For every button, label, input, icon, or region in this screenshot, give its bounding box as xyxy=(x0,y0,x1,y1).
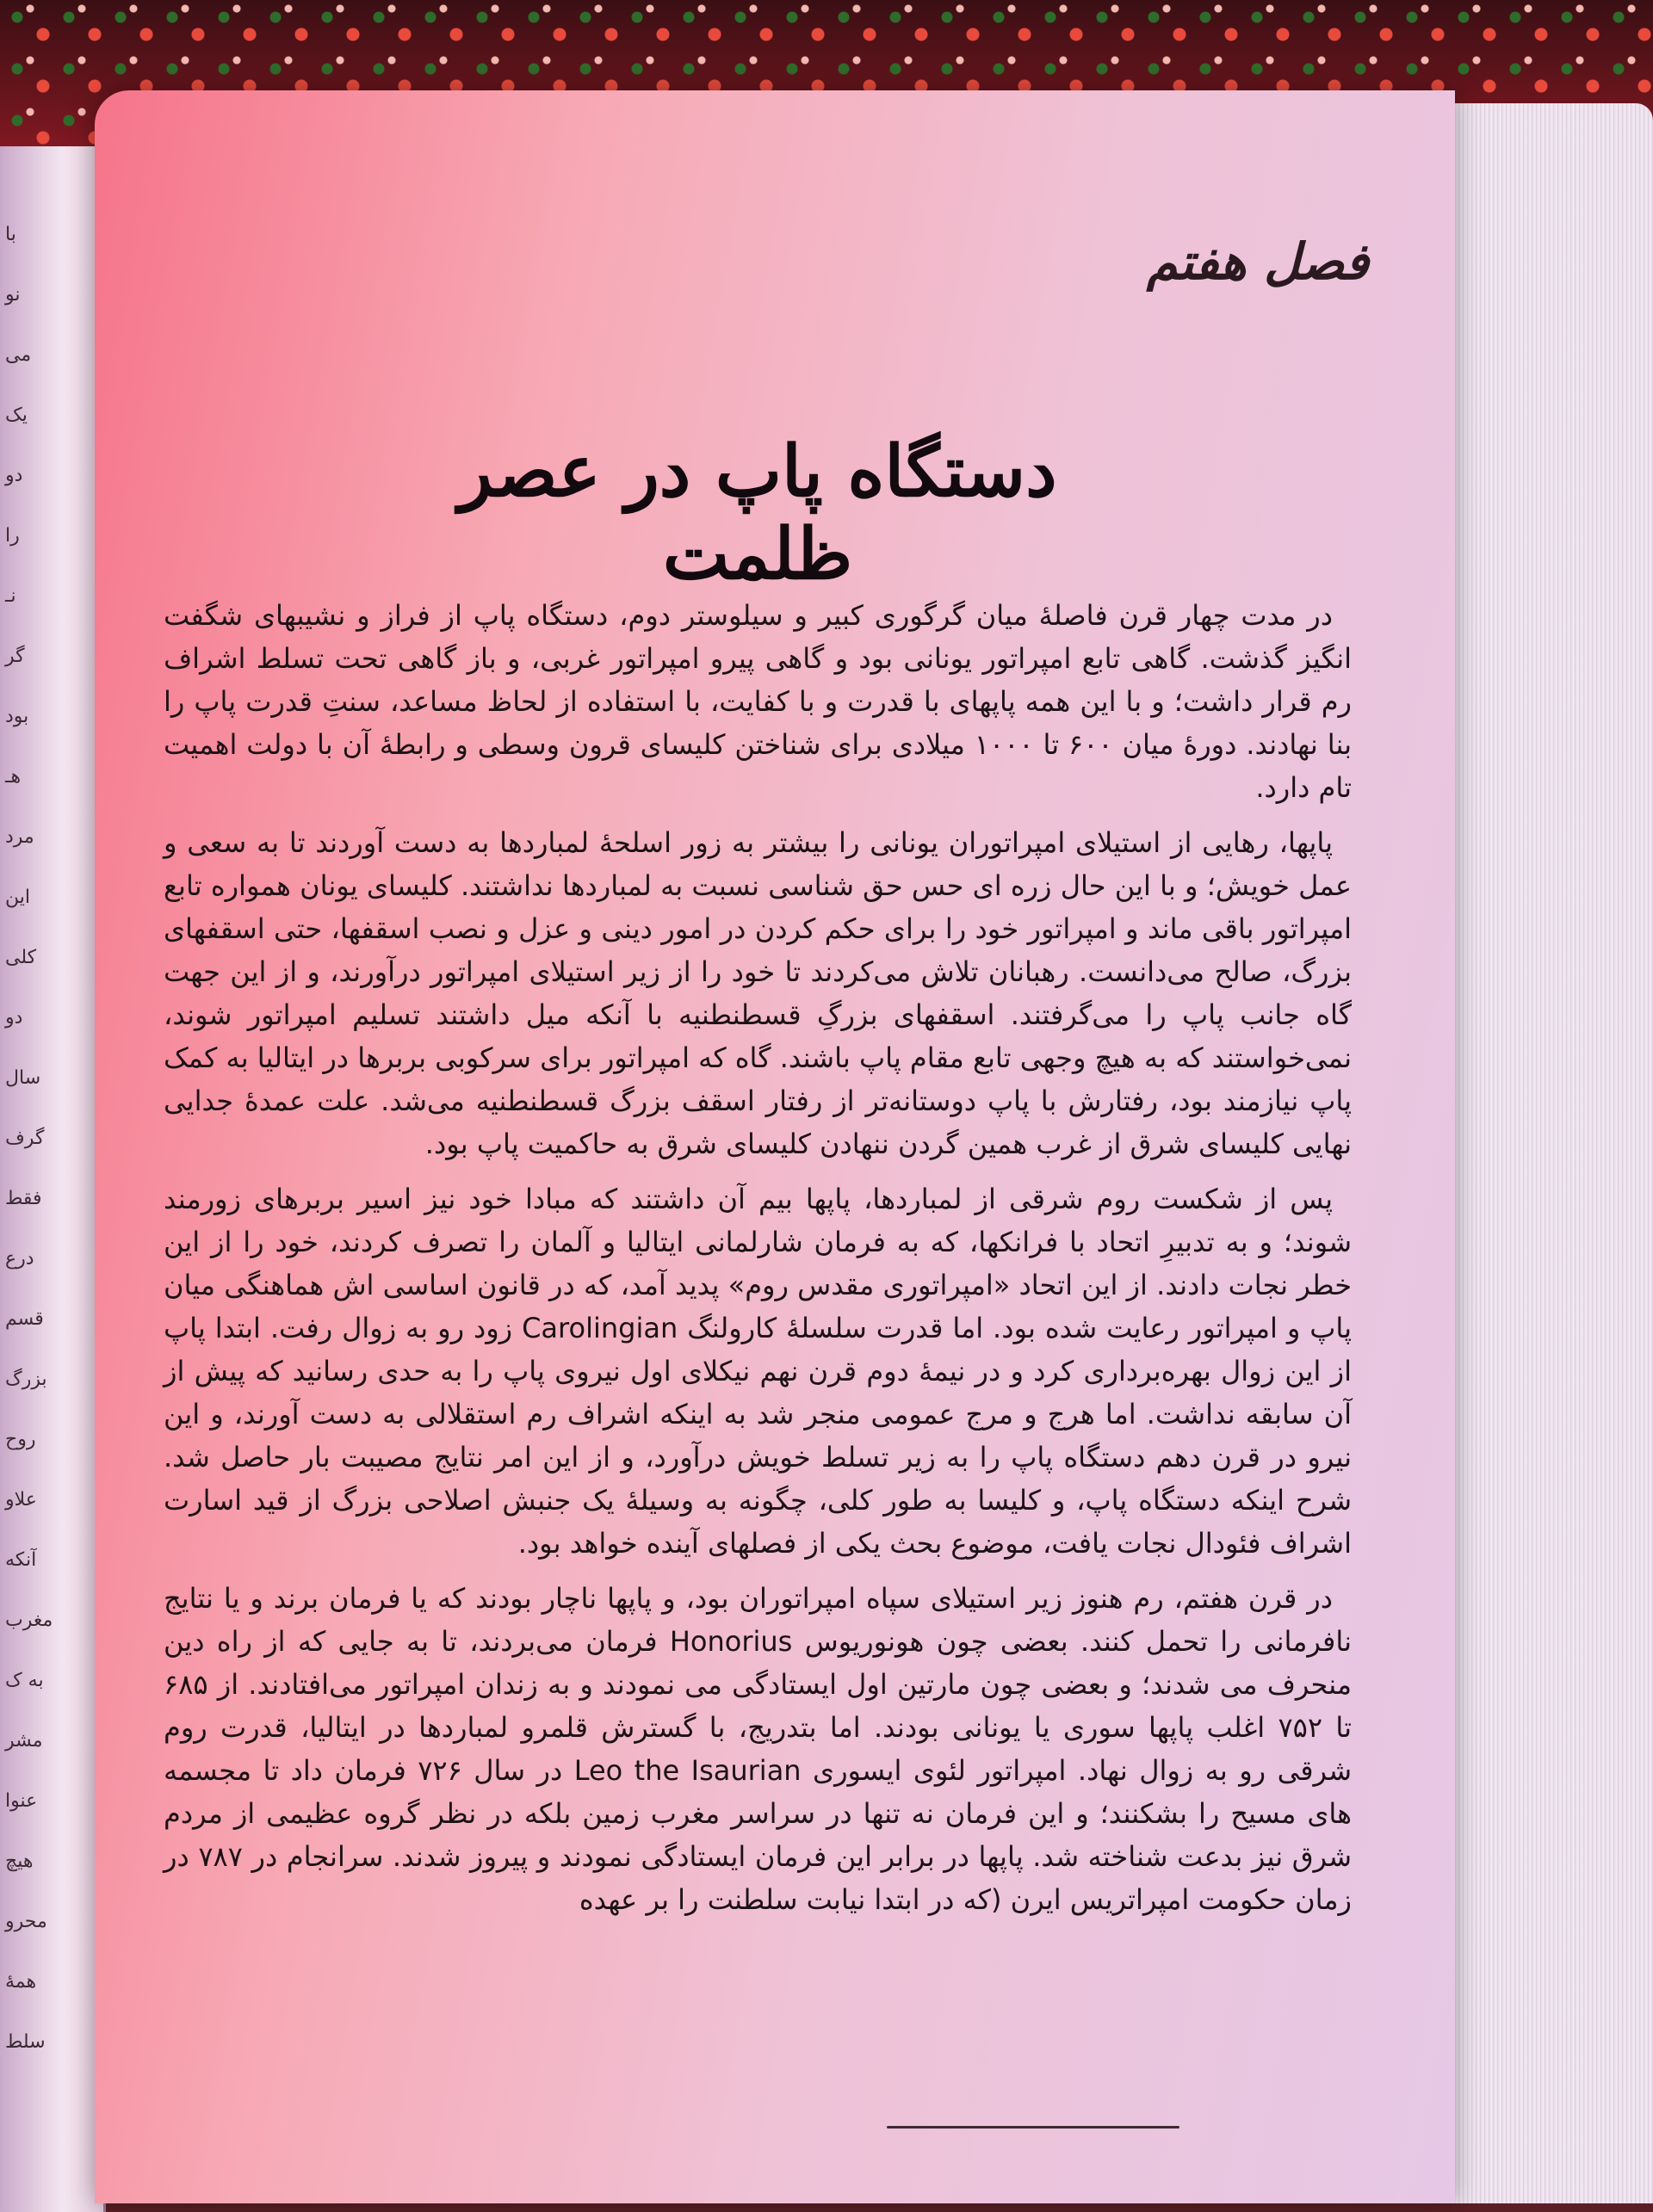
paragraph: در قرن هفتم، رم هنوز زیر استیلای سپاه امپراتوران بود، و پاپها ناچار بودند که یا فرمان برند و یا نتایج نافرمانی را تحمل کنند. بعضی چون هونوریوس Honorius فرمان می‌بردند، تا به جایی که از راه دین منحرف می شدند؛ و بعضی چون مارتین اول ایستادگی می نمودند و به زندان امپراتور می‌افتادند. از ۶۸۵ تا ۷۵۲ اغلب پاپها سوری یا یونانی بودند. اما بتدریج، با گسترش قلمرو لمباردها در ایتالیا، قدرت روم شرقی رو به زوال نهاد. امپراتور لئوی ایسوری Leo the Isaurian در سال ۷۲۶ فرمان داد تا مجسمه های مسیح را بشکنند؛ و این فرمان نه تنها در سراسر مغرب زمین بلکه در نظر گروه عظیمی از مردم شرق نیز بدعت شناخته شد. پاپها در برابر این فرمان ایستادگی نمودند و پیروز شدند. سرانجام در ۷۸۷ در زمان حکومت امپراتریس ایرن (که در ابتدا نیابت سلطنت را بر عهده xyxy=(164,1582,1353,1916)
left-page-fragment: بود xyxy=(5,706,29,727)
left-page-fragment: دو xyxy=(5,465,23,486)
left-page-fragment: نـ xyxy=(5,585,16,607)
left-page-fragment: با xyxy=(5,224,16,245)
left-page-fragment: بزرگ xyxy=(5,1369,47,1390)
left-page-fragment: را xyxy=(5,525,20,547)
paragraph: پاپها، رهایی از استیلای امپراتوران یونانی را بیشتر به زور اسلحهٔ لمباردها به دست آوردند تا به سعی و عمل خویش؛ و با این حال زره ای حس حق شناسی نسبت به لمباردها نداشتند. کلیسای یونان همواره تابع امپراتور باقی ماند و امپراتور خود را برای حکم کردن در امور دینی و عزل و نصب اسقفها، حتی اسقفهای بزرگ، صالح می‌دانست. رهبانان تلاش می‌کردند تا خود را از زیر استیلای امپراتور درآورند، و از این جهت گاه جانب پاپ را می‌گرفتند. اسقفهای بزرگِ قسطنطنیه با آنکه میل داشتند تسلیم امپراتور شوند، نمی‌خواستند که به هیچ وجهی تابع مقام پاپ باشند. گاه که امپراتور برای سرکوبی بربرها در ایتالیا به کمک پاپ نیازمند بود، رفتارش با پاپ دوستانه‌تر از رفتار اسقف بزرگ قسطنطنیه می‌شد. علت عمدهٔ جدایی نهایی کلیسای شرق از غرب همین گردن ننهادن کلیسای شرق به حاکمیت پاپ بود. xyxy=(164,826,1352,1160)
left-page-fragment: مشر xyxy=(5,1730,43,1752)
left-page-fragment: هـ xyxy=(5,766,22,788)
left-page-fragment: دو xyxy=(5,1007,23,1029)
chapter-label: فصل هفتم xyxy=(1146,232,1369,291)
left-page-fragment: روح xyxy=(5,1429,36,1450)
left-facing-page xyxy=(0,146,106,2212)
paragraph: پس از شکست روم شرقی از لمباردها، پاپها بیم آن داشتند که مبادا خود نیز اسیر بربرهای زورمند شوند؛ و به تدبیرِ اتحاد با فرانکها، که به فرمان شارلمانی ایتالیا و آلمان را تصرف کردند، خود را از این خطر نجات دادند. از این اتحاد «امپراتوری مقدس روم» پدید آمد، که در قانون اساسی اش هماهنگی میان پاپ و امپراتور رعایت شده بود. اما قدرت سلسلهٔ کارولنگ Carolingian زود رو به زوال رفت. ابتدا پاپ از این زوال بهره‌برداری کرد و در نیمهٔ دوم قرن نهم نیکلای اول نیروی پاپ را به حدی رسانید که پیش از آن سابقه نداشت. اما هرج و مرج عمومی منجر شد به اینکه اشراف رم استقلالی به دست آورند، و این نیرو در قرن دهم دستگاه پاپ را به زیر تسلط خویش درآورد، و از این امر نتایج مصیبت بار حاصل شد. شرح اینکه دستگاه پاپ، و کلیسا به طور کلی، چگونه به وسیلهٔ یک جنبش اصلاحی بزرگ از قید اسارت اشراف فئودال نجات یافت، موضوع بحث یکی از فصلهای آینده خواهد بود. xyxy=(164,1183,1353,1560)
left-page-fragment: نو xyxy=(5,284,21,306)
chapter-title: دستگاه پاپ در عصر ظلمت xyxy=(458,430,1057,596)
body-text xyxy=(164,594,1352,1933)
left-page-fragment: هیچ xyxy=(5,1851,34,1872)
left-page-fragment: همهٔ xyxy=(5,1971,37,1993)
left-page-fragment: به ک xyxy=(5,1670,44,1691)
footer-rule xyxy=(887,2126,1179,2129)
left-page-fragment: درع xyxy=(5,1248,34,1270)
paragraph: در مدت چهار قرن فاصلهٔ میان گرگوری کبیر و سیلوستر دوم، دستگاه پاپ از فراز و نشیبهای شگفت انگیز گذشت. گاهی تابع امپراتور یونانی بود و گاهی پیرو امپراتور غربی، و باز گاهی تحت تسلط اشراف رم قرار داشت؛ و با این همه پاپهای با قدرت و با کفایت، با استفاده از لحاظ مساعد، سنتِ قدرت پاپ را بنا نهادند. دورهٔ میان ۶۰۰ تا ۱۰۰۰ میلادی برای شناختن کلیسای قرون وسطی و رابطهٔ آن با دولت اهمیت تام دارد. xyxy=(164,599,1353,804)
left-page-fragment: کلی xyxy=(5,947,37,968)
left-page-fragment: محرو xyxy=(5,1911,47,1932)
left-page-fragment: علاو xyxy=(5,1489,37,1511)
left-page-fragment: آنکه xyxy=(5,1549,37,1571)
left-page-fragment: مغرب xyxy=(5,1610,53,1631)
left-page-fragment: سال xyxy=(5,1067,41,1089)
left-page-fragment: گرف xyxy=(5,1128,45,1149)
left-page-fragment: فقط xyxy=(5,1188,42,1209)
left-page-fragment: گر xyxy=(5,646,25,667)
left-page-fragment: یک xyxy=(5,405,28,426)
left-page-fragment: این xyxy=(5,887,30,908)
left-page-fragment: مرد xyxy=(5,826,34,848)
page-block-edges xyxy=(1429,103,1653,2203)
left-page-fragment: می xyxy=(5,344,32,366)
left-page-fragment: سلط xyxy=(5,2031,46,2053)
left-page-fragment: قسم xyxy=(5,1308,44,1330)
left-page-fragment: عنوا xyxy=(5,1790,38,1812)
